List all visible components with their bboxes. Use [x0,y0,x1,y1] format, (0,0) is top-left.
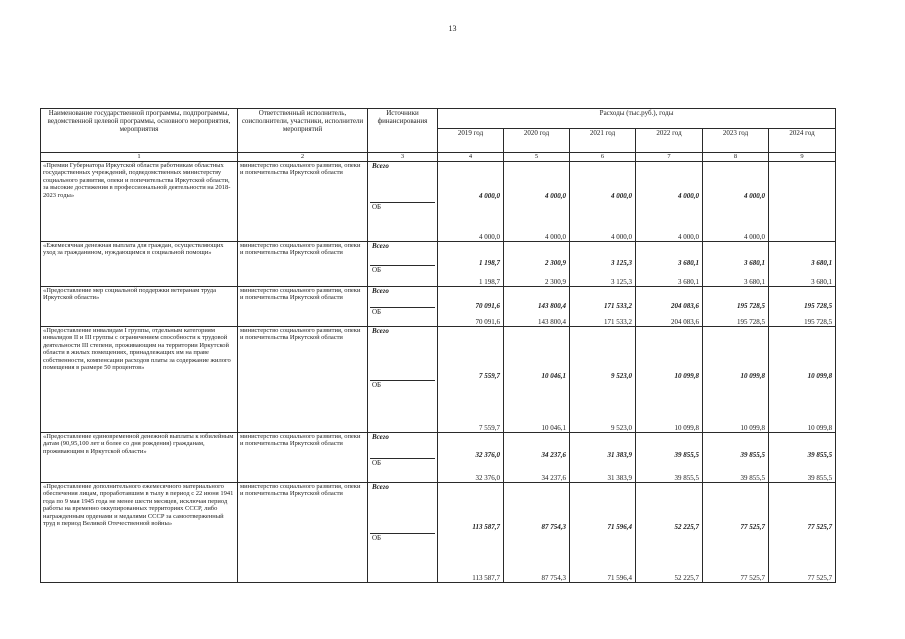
year-amount-cell [636,433,703,483]
amount-total: 34 237,6 [541,451,566,459]
table-row [41,242,836,287]
year-amount-cell [703,433,769,483]
responsible-executor: министерство социального развития, опеки и попечительства Иркутской области [238,433,368,483]
page-number: 13 [448,24,457,33]
amount-total: 4 000,0 [611,192,632,200]
amount-total: 4 000,0 [479,192,500,200]
amount-total: 3 680,1 [811,259,833,267]
source-total-label: Всего [372,287,389,295]
year-amount-cell [703,287,769,327]
year-amount-cell [504,162,570,242]
header-year: 2021 год [570,129,636,153]
year-amount-cell [570,162,636,242]
source-total-label: Всего [372,162,389,170]
amount-ob: 4 000,0 [545,232,566,241]
year-amount-cell [504,242,570,287]
amount-ob: 77 525,7 [740,573,765,582]
amount-ob: 171 533,2 [604,317,632,326]
amount-ob: 204 083,6 [671,317,699,326]
year-amount-cell [769,483,836,583]
amount-total: 39 855,5 [674,451,699,459]
amount-ob: 31 383,9 [607,473,632,482]
amount-total: 39 855,5 [807,451,833,459]
amount-ob: 39 855,5 [807,473,833,482]
year-amount-cell [504,483,570,583]
header-year: 2019 год [438,129,504,153]
header-sources: Источники финансирования [368,109,438,153]
year-amount-cell [570,327,636,433]
amount-total: 143 800,4 [538,302,566,310]
amount-total: 4 000,0 [744,192,765,200]
amount-total: 52 225,7 [674,523,699,531]
amount-total: 77 525,7 [807,523,833,531]
funding-sources [368,483,438,583]
column-number: 4 [438,153,504,162]
amount-ob: 3 125,3 [611,277,632,286]
amount-total: 204 083,6 [671,302,699,310]
amount-ob: 34 237,6 [541,473,566,482]
year-amount-cell [636,327,703,433]
responsible-executor: министерство социального развития, опеки и попечительства Иркутской области [238,483,368,583]
amount-total: 10 099,8 [740,372,765,380]
amount-total: 1 198,7 [479,259,500,267]
year-amount-cell [438,483,504,583]
amount-ob: 7 559,7 [479,423,500,432]
year-amount-cell [703,327,769,433]
year-amount-cell [636,287,703,327]
amount-total: 31 383,9 [607,451,632,459]
table-row [41,162,836,242]
amount-total: 77 525,7 [740,523,765,531]
amount-ob: 143 800,4 [538,317,566,326]
year-amount-cell [438,287,504,327]
year-amount-cell [769,287,836,327]
funding-sources [368,327,438,433]
year-amount-cell [769,327,836,433]
source-ob-label: ОБ [370,380,435,389]
amount-total: 71 596,4 [607,523,632,531]
header-year: 2023 год [703,129,769,153]
amount-ob: 1 198,7 [479,277,500,286]
amount-total: 87 754,3 [541,523,566,531]
program-name: «Ежемесячная денежная выплата для граждан, осуществляющих уход за гражданином, нуждающимся в социальной помощи» [41,242,238,287]
amount-total: 70 091,6 [475,302,500,310]
column-number: 3 [368,153,438,162]
year-amount-cell [438,327,504,433]
amount-total: 32 376,0 [475,451,500,459]
column-number: 9 [769,153,836,162]
year-amount-cell [703,162,769,242]
funding-sources [368,287,438,327]
amount-total: 10 046,1 [541,372,566,380]
header-year: 2020 год [504,129,570,153]
year-amount-cell [570,433,636,483]
amount-ob: 77 525,7 [807,573,833,582]
amount-ob: 3 680,1 [678,277,699,286]
table-body [41,162,836,583]
program-name: «Предоставление единовременной денежной выплаты к юбилейным датам (90,95,100 лет и более со дня рождения) гражданам, проживающим в Иркутской области» [41,433,238,483]
source-total-label: Всего [372,242,389,250]
year-amount-cell [769,433,836,483]
amount-ob: 87 754,3 [541,573,566,582]
year-amount-cell [769,242,836,287]
amount-total: 195 728,5 [737,302,765,310]
responsible-executor: министерство социального развития, опеки и попечительства Иркутской области [238,162,368,242]
amount-total: 3 125,3 [611,259,632,267]
table-row [41,483,836,583]
funding-sources [368,433,438,483]
column-number: 1 [41,153,238,162]
amount-total: 10 099,8 [674,372,699,380]
funding-sources [368,162,438,242]
amount-ob: 4 000,0 [744,232,765,241]
amount-ob: 39 855,5 [674,473,699,482]
amount-ob: 9 523,0 [611,423,632,432]
amount-ob: 2 300,9 [545,277,566,286]
year-amount-cell [703,242,769,287]
table-row [41,327,836,433]
header-expenses: Расходы (тыс.руб.), годы [438,109,836,129]
source-ob-label: ОБ [370,265,435,274]
year-amount-cell [570,242,636,287]
header-responsible: Ответственный исполнитель, соисполнители, участники, исполнители мероприятий [238,109,368,153]
source-total-label: Всего [372,433,389,441]
amount-total: 39 855,5 [740,451,765,459]
year-amount-cell [438,242,504,287]
table-row [41,433,836,483]
amount-total: 3 680,1 [678,259,699,267]
amount-total: 113 587,7 [472,523,500,531]
program-name: «Предоставление инвалидам I группы, отдельным категориям инвалидов II и III группы с ограничением способности к трудовой деятельности III степени, проживающим на территории Иркутской области в жилых помещениях, принадлежащих им на праве собственности, компенсации расходов платы за содержание жилого помещения в размере 50 процентов» [41,327,238,433]
year-amount-cell [504,327,570,433]
amount-total: 4 000,0 [678,192,699,200]
amount-total: 2 300,9 [545,259,566,267]
amount-ob: 3 680,1 [744,277,765,286]
table-row [41,287,836,327]
responsible-executor: министерство социального развития, опеки и попечительства Иркутской области [238,287,368,327]
year-amount-cell [636,162,703,242]
source-total-label: Всего [372,327,389,335]
source-ob-label: ОБ [370,533,435,542]
column-number: 7 [636,153,703,162]
year-amount-cell [570,483,636,583]
header-year: 2024 год [769,129,836,153]
amount-total: 4 000,0 [545,192,566,200]
amount-ob: 4 000,0 [678,232,699,241]
amount-total: 195 728,5 [804,302,833,310]
source-total-label: Всего [372,483,389,491]
year-amount-cell [636,242,703,287]
amount-total: 7 559,7 [479,372,500,380]
funding-sources [368,242,438,287]
responsible-executor: министерство социального развития, опеки и попечительства Иркутской области [238,327,368,433]
amount-ob: 70 091,6 [475,317,500,326]
source-ob-label: ОБ [370,458,435,467]
header-year: 2022 год [636,129,703,153]
amount-ob: 52 225,7 [674,573,699,582]
amount-ob: 10 046,1 [541,423,566,432]
budget-table [40,108,836,583]
year-amount-cell [504,433,570,483]
amount-ob: 4 000,0 [611,232,632,241]
year-amount-cell [703,483,769,583]
year-amount-cell [570,287,636,327]
column-number: 2 [238,153,368,162]
column-number: 8 [703,153,769,162]
amount-ob: 39 855,5 [740,473,765,482]
year-amount-cell [438,433,504,483]
amount-ob: 3 680,1 [811,277,833,286]
amount-ob: 195 728,5 [804,317,833,326]
amount-ob: 10 099,8 [674,423,699,432]
source-ob-label: ОБ [370,202,435,211]
year-amount-cell [438,162,504,242]
amount-total: 171 533,2 [604,302,632,310]
amount-ob: 4 000,0 [479,232,500,241]
year-amount-cell [504,287,570,327]
amount-ob: 32 376,0 [475,473,500,482]
amount-ob: 10 099,8 [740,423,765,432]
amount-ob: 195 728,5 [737,317,765,326]
header-name: Наименование государственной программы, подпрограммы, ведомственной целевой программы, основного мероприятия, мероприятия [41,109,238,153]
column-number: 5 [504,153,570,162]
year-amount-cell [769,162,836,242]
amount-ob: 113 587,7 [472,573,500,582]
amount-ob: 71 596,4 [607,573,632,582]
program-name: «Предоставление мер социальной поддержки ветеранам труда Иркутской области» [41,287,238,327]
program-name: «Предоставление дополнительного ежемесячного материального обеспечения лицам, проработавшим в тылу в период с 22 июня 1941 года по 9 мая 1945 года не менее шести месяцев, исключая период работы на временно оккупированных территориях СССР, либо награжденным орденами и медалями СССР за самоотверженный труд в период Великой Отечественной войны» [41,483,238,583]
responsible-executor: министерство социального развития, опеки и попечительства Иркутской области [238,242,368,287]
column-number: 6 [570,153,636,162]
amount-ob: 10 099,8 [807,423,833,432]
amount-total: 10 099,8 [807,372,833,380]
source-ob-label: ОБ [370,307,435,316]
program-name: «Премии Губернатора Иркутской области работникам областных государственных учреждений, подведомственных министерству социального развития, опеки и попечительства Иркутской области, за высокие достижения в профессиональной деятельности на 2018-2023 годы» [41,162,238,242]
amount-total: 9 523,0 [611,372,632,380]
amount-total: 3 680,1 [744,259,765,267]
year-amount-cell [636,483,703,583]
